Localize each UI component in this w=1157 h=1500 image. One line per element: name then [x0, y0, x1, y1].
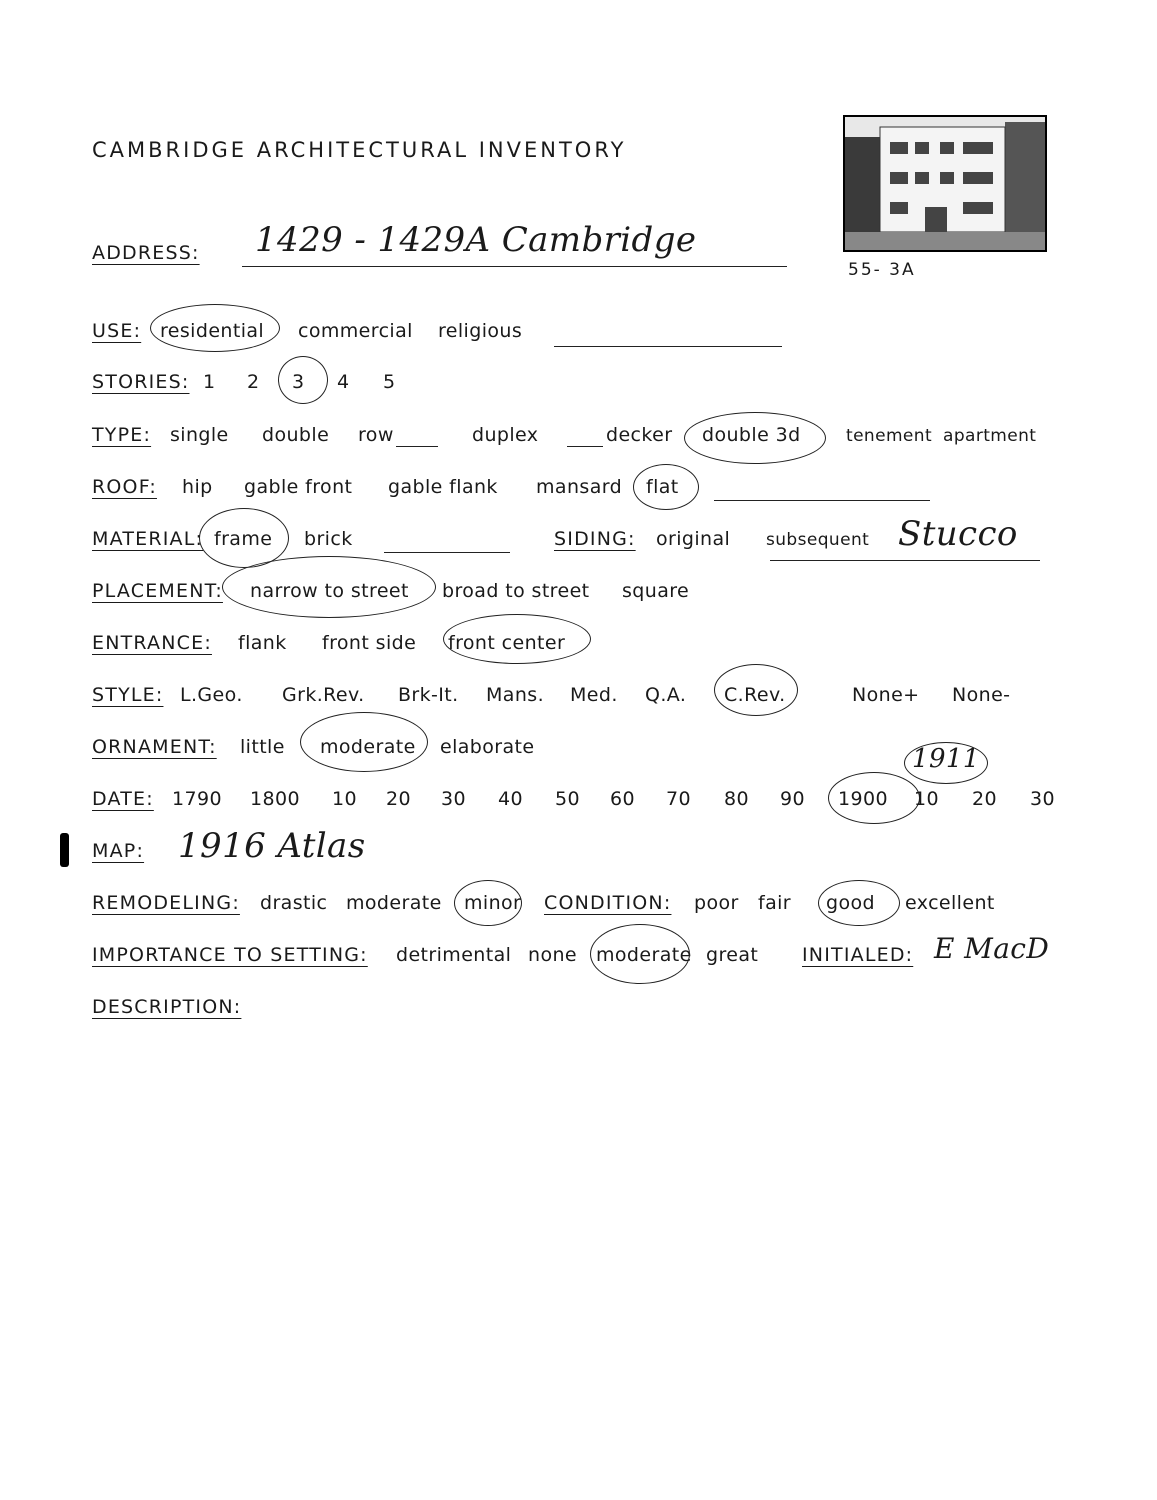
stories-label: STORIES:: [92, 371, 190, 393]
selection-circle: [454, 880, 522, 926]
material-other-line: [384, 552, 510, 553]
date-10: 10: [332, 788, 357, 810]
remodeling-drastic: drastic: [260, 892, 328, 914]
type-tenement: tenement: [846, 426, 933, 446]
siding-label: SIDING:: [554, 528, 636, 550]
selection-circle: [443, 614, 591, 664]
map-value: 1916 Atlas: [178, 826, 366, 866]
type-row: row: [358, 424, 394, 446]
date-1790: 1790: [172, 788, 222, 810]
style-label: STYLE:: [92, 684, 164, 706]
style-l-geo: L.Geo.: [180, 684, 243, 706]
type-label: TYPE:: [92, 424, 152, 446]
placement-broad: broad to street: [442, 580, 590, 602]
type-double: double: [262, 424, 330, 446]
entrance-flank: flank: [238, 632, 287, 654]
date-80: 80: [724, 788, 749, 810]
roof-gable-flank: gable flank: [388, 476, 498, 498]
selection-circle: [828, 772, 920, 824]
roof-mansard: mansard: [536, 476, 623, 498]
selection-circle: [300, 712, 428, 772]
entrance-front-center: front center: [448, 632, 566, 654]
selection-circle: [150, 304, 280, 352]
use-residential: residential: [160, 320, 265, 342]
initialed-label: INITIALED:: [802, 944, 914, 966]
date-handwritten: 1911: [912, 744, 980, 774]
selection-circle: [222, 556, 436, 618]
siding-original: original: [656, 528, 731, 550]
importance-moderate: moderate: [596, 944, 692, 966]
date-50: 50: [555, 788, 580, 810]
siding-line: [770, 560, 1040, 561]
address-value: 1429 - 1429A Cambridge: [255, 220, 697, 260]
type-single: single: [170, 424, 229, 446]
style-none-minus: None-: [952, 684, 1011, 706]
style-grk-rev: Grk.Rev.: [282, 684, 365, 706]
margin-mark: [60, 833, 69, 867]
selection-circle: [633, 464, 699, 510]
date-1900: 1900: [838, 788, 888, 810]
ornament-elaborate: elaborate: [440, 736, 535, 758]
address-line: [242, 266, 787, 267]
material-frame: frame: [214, 528, 273, 550]
remodeling-label: REMODELING:: [92, 892, 240, 914]
ornament-moderate: moderate: [320, 736, 416, 758]
ornament-little: little: [240, 736, 285, 758]
roof-gable-front: gable front: [244, 476, 353, 498]
use-religious: religious: [438, 320, 523, 342]
type-row-line: [396, 446, 438, 447]
description-label: DESCRIPTION:: [92, 996, 242, 1018]
selection-circle: [714, 664, 798, 716]
type-duplex: duplex: [472, 424, 539, 446]
date-20: 20: [386, 788, 411, 810]
entrance-label: ENTRANCE:: [92, 632, 212, 654]
remodeling-minor: minor: [464, 892, 522, 914]
ornament-label: ORNAMENT:: [92, 736, 217, 758]
roof-hip: hip: [182, 476, 213, 498]
style-med: Med.: [570, 684, 618, 706]
roof-other-line: [714, 500, 930, 501]
building-photo: [843, 115, 1047, 252]
type-decker-line: [567, 446, 603, 447]
entrance-front-side: front side: [322, 632, 417, 654]
siding-subsequent: subsequent: [766, 530, 870, 550]
roof-flat: flat: [646, 476, 679, 498]
use-label: USE:: [92, 320, 142, 342]
condition-label: CONDITION:: [544, 892, 672, 914]
building-photo-image: [845, 117, 1045, 250]
placement-narrow: narrow to street: [250, 580, 409, 602]
placement-square: square: [622, 580, 690, 602]
date-60: 60: [610, 788, 635, 810]
date-90: 90: [780, 788, 805, 810]
form-title: CAMBRIDGE ARCHITECTURAL INVENTORY: [92, 138, 627, 162]
type-decker: decker: [606, 424, 673, 446]
stories-2: 2: [247, 371, 260, 393]
date-1930: 30: [1030, 788, 1055, 810]
address-label: ADDRESS:: [92, 242, 200, 264]
selection-circle: [590, 924, 690, 984]
stories-4: 4: [337, 371, 350, 393]
date-label: DATE:: [92, 788, 154, 810]
style-qa: Q.A.: [645, 684, 687, 706]
date-1800: 1800: [250, 788, 300, 810]
selection-circle: [684, 412, 826, 464]
date-40: 40: [498, 788, 523, 810]
selection-circle: [278, 356, 328, 404]
stories-3: 3: [292, 371, 305, 393]
importance-great: great: [706, 944, 759, 966]
stories-5: 5: [383, 371, 396, 393]
date-1920: 20: [972, 788, 997, 810]
remodeling-moderate: moderate: [346, 892, 442, 914]
condition-excellent: excellent: [905, 892, 995, 914]
selection-circle: [818, 880, 900, 926]
map-label: MAP:: [92, 840, 145, 862]
use-commercial: commercial: [298, 320, 413, 342]
material-label: MATERIAL:: [92, 528, 204, 550]
style-mans: Mans.: [486, 684, 545, 706]
initialed-value: E MacD: [934, 932, 1050, 965]
placement-label: PLACEMENT:: [92, 580, 223, 602]
date-30: 30: [441, 788, 466, 810]
style-none-plus: None+: [852, 684, 920, 706]
material-brick: brick: [304, 528, 353, 550]
roof-label: ROOF:: [92, 476, 157, 498]
photo-id: 55- 3A: [848, 260, 916, 280]
style-brk-it: Brk-It.: [398, 684, 459, 706]
type-apartment: apartment: [943, 426, 1037, 446]
condition-good: good: [826, 892, 875, 914]
condition-fair: fair: [758, 892, 792, 914]
selection-circle: [904, 742, 988, 784]
importance-label: IMPORTANCE TO SETTING:: [92, 944, 368, 966]
importance-detrimental: detrimental: [396, 944, 512, 966]
style-c-rev: C.Rev.: [724, 684, 786, 706]
use-other-line: [554, 346, 782, 347]
siding-value: Stucco: [898, 514, 1018, 554]
date-1910: 10: [914, 788, 939, 810]
date-70: 70: [666, 788, 691, 810]
stories-1: 1: [203, 371, 216, 393]
importance-none: none: [528, 944, 577, 966]
condition-poor: poor: [694, 892, 739, 914]
type-double-3d: double 3d: [702, 424, 801, 446]
